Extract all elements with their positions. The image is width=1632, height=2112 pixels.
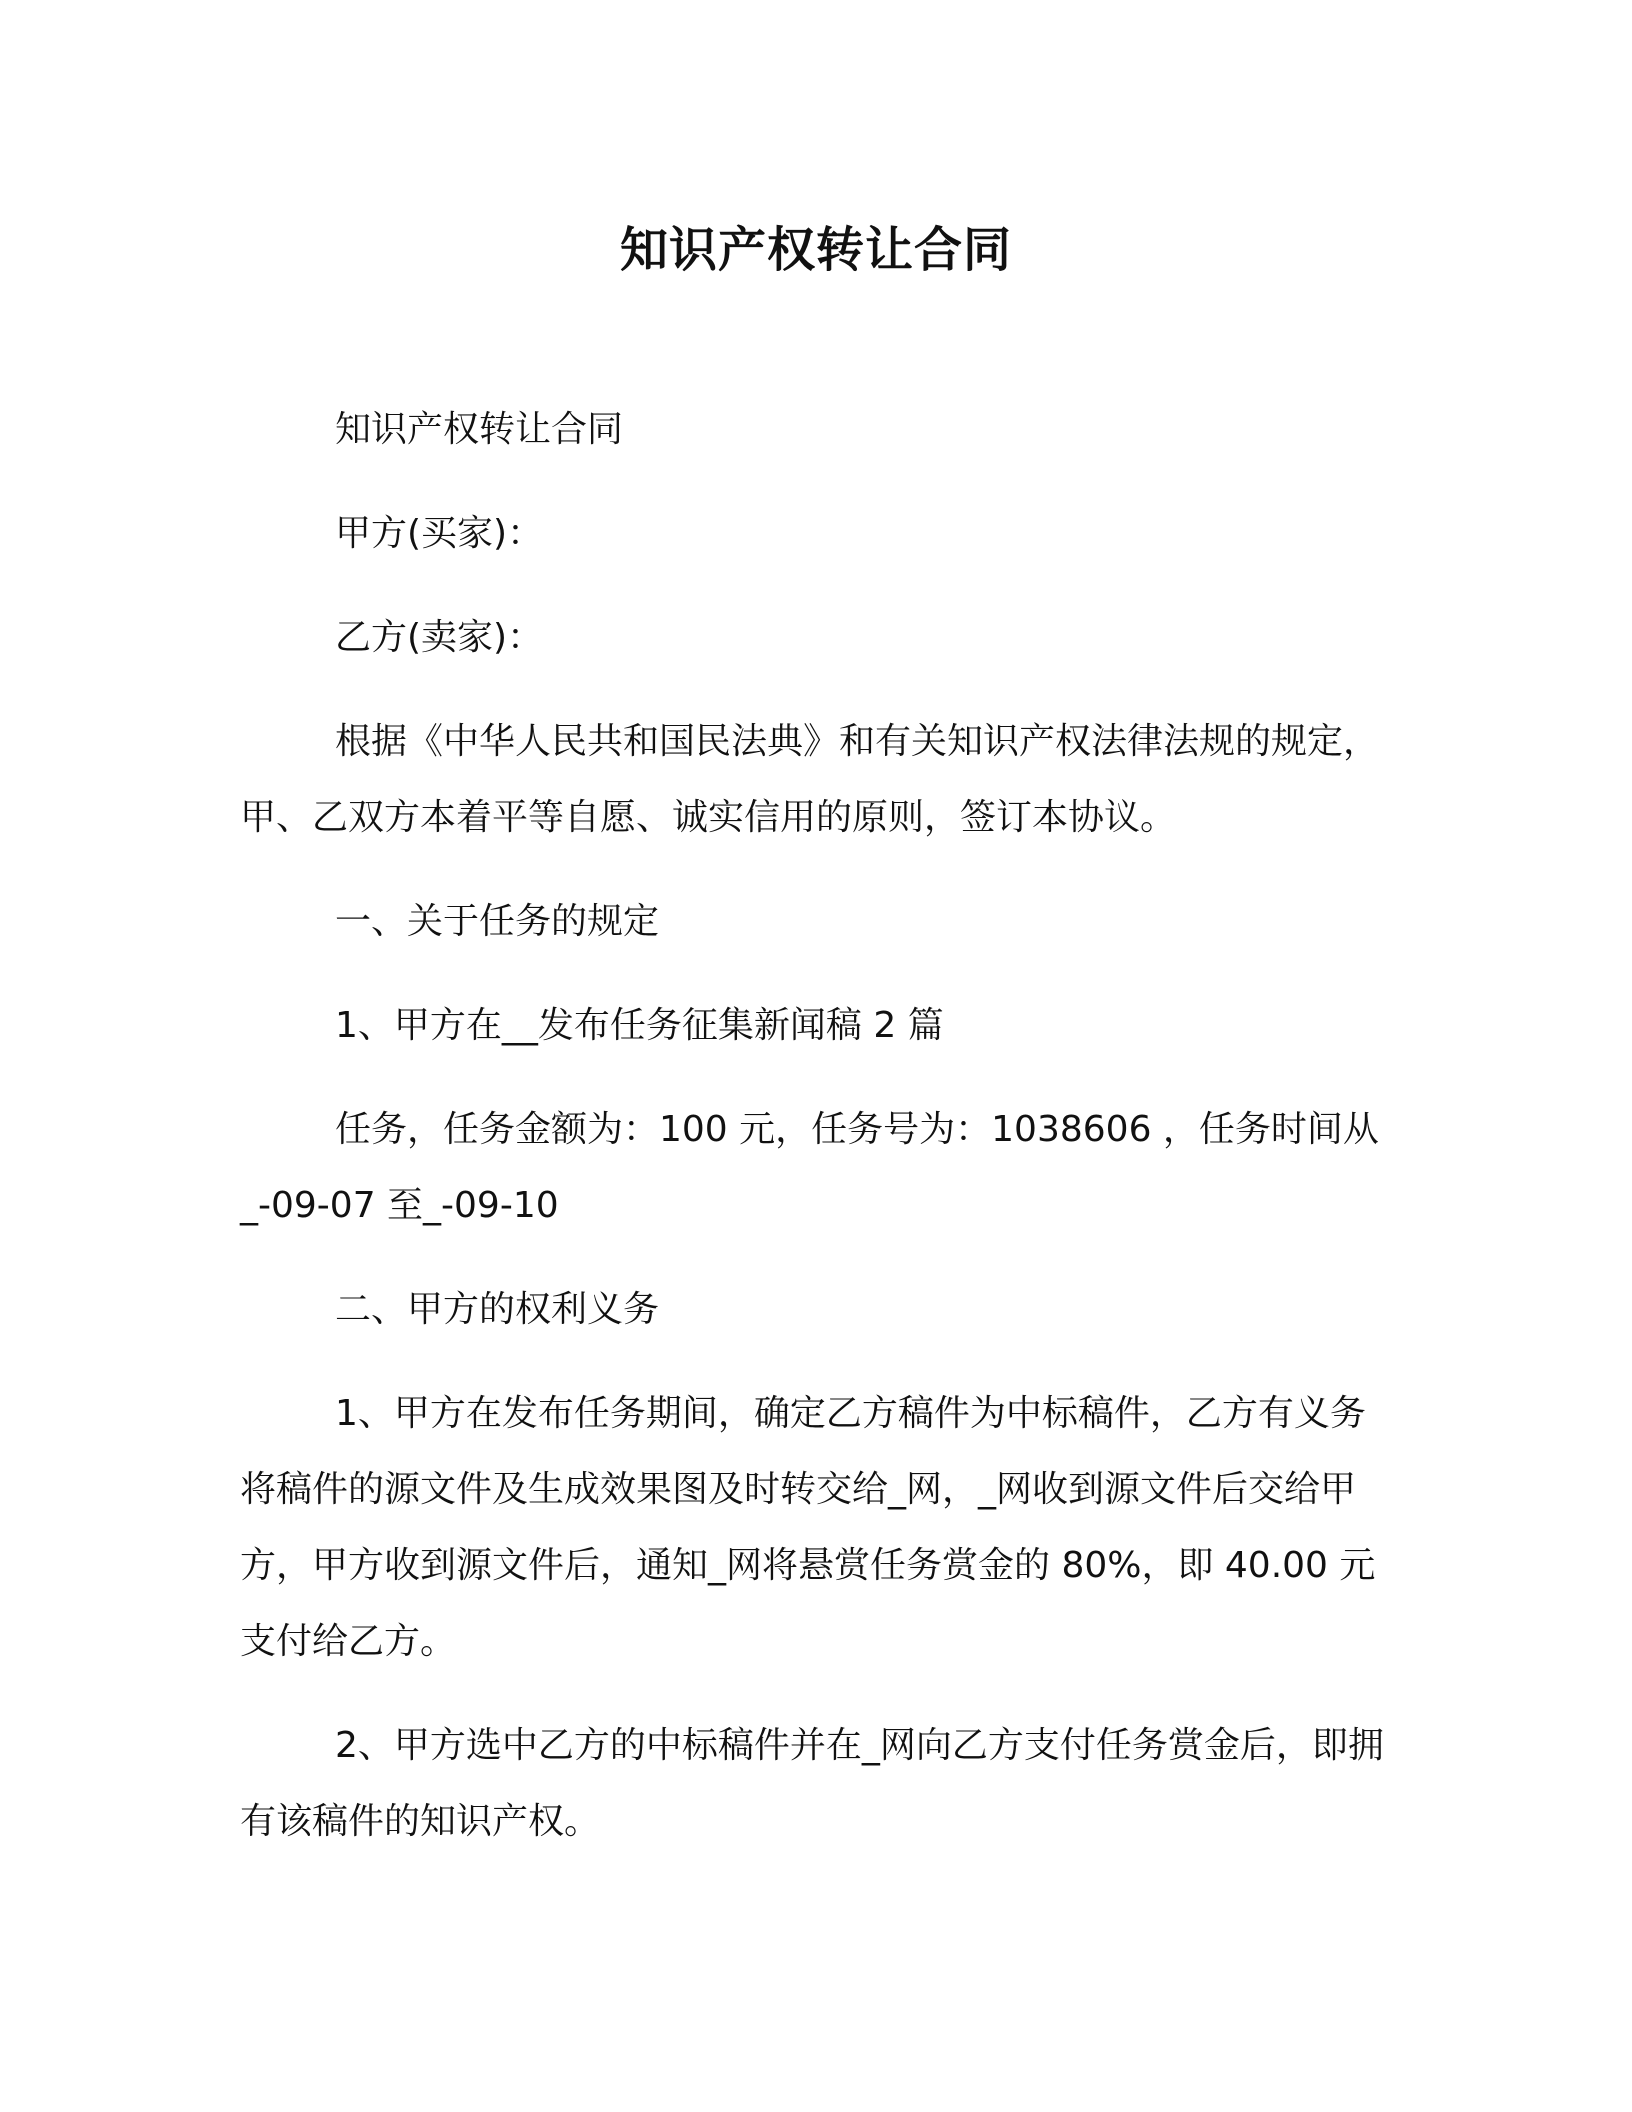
paragraph-party-a-right-1: 1、甲方在发布任务期间，确定乙方稿件为中标稿件，乙方有义务将稿件的源文件及生成效果图及时转交给_网，_网收到源文件后交给甲方，甲方收到源文件后，通知_网将悬赏任务赏金的 80%，即 40.00 元支付给乙方。 [240,1393,1376,1662]
paragraph-task-1: 1、甲方在__发布任务征集新闻稿 2 篇 [335,1005,944,1046]
section-heading-party-a-rights: 二、甲方的权利义务 [335,1289,660,1330]
paragraph-party-a: 甲方(买家)： [335,513,544,554]
paragraph-party-a-right-2: 2、甲方选中乙方的中标稿件并在_网向乙方支付任务赏金后，即拥有该稿件的知识产权。 [240,1725,1384,1842]
document-title: 知识产权转让合同 [619,222,1012,278]
paragraph-task-details: 任务，任务金额为：100 元，任务号为：1038606 ，任务时间从_-09-07 至_-09-10 [240,1109,1379,1226]
paragraph-preamble: 根据《中华人民共和国民法典》和有关知识产权法律法规的规定，甲、乙双方本着平等自愿、诚实信用的原则，签订本协议。 [240,721,1380,838]
document-body [240,392,1400,1888]
section-heading-task-rules: 一、关于任务的规定 [335,901,660,942]
paragraph-contract-name: 知识产权转让合同 [335,409,624,450]
paragraph-party-b: 乙方(卖家)： [335,617,544,658]
